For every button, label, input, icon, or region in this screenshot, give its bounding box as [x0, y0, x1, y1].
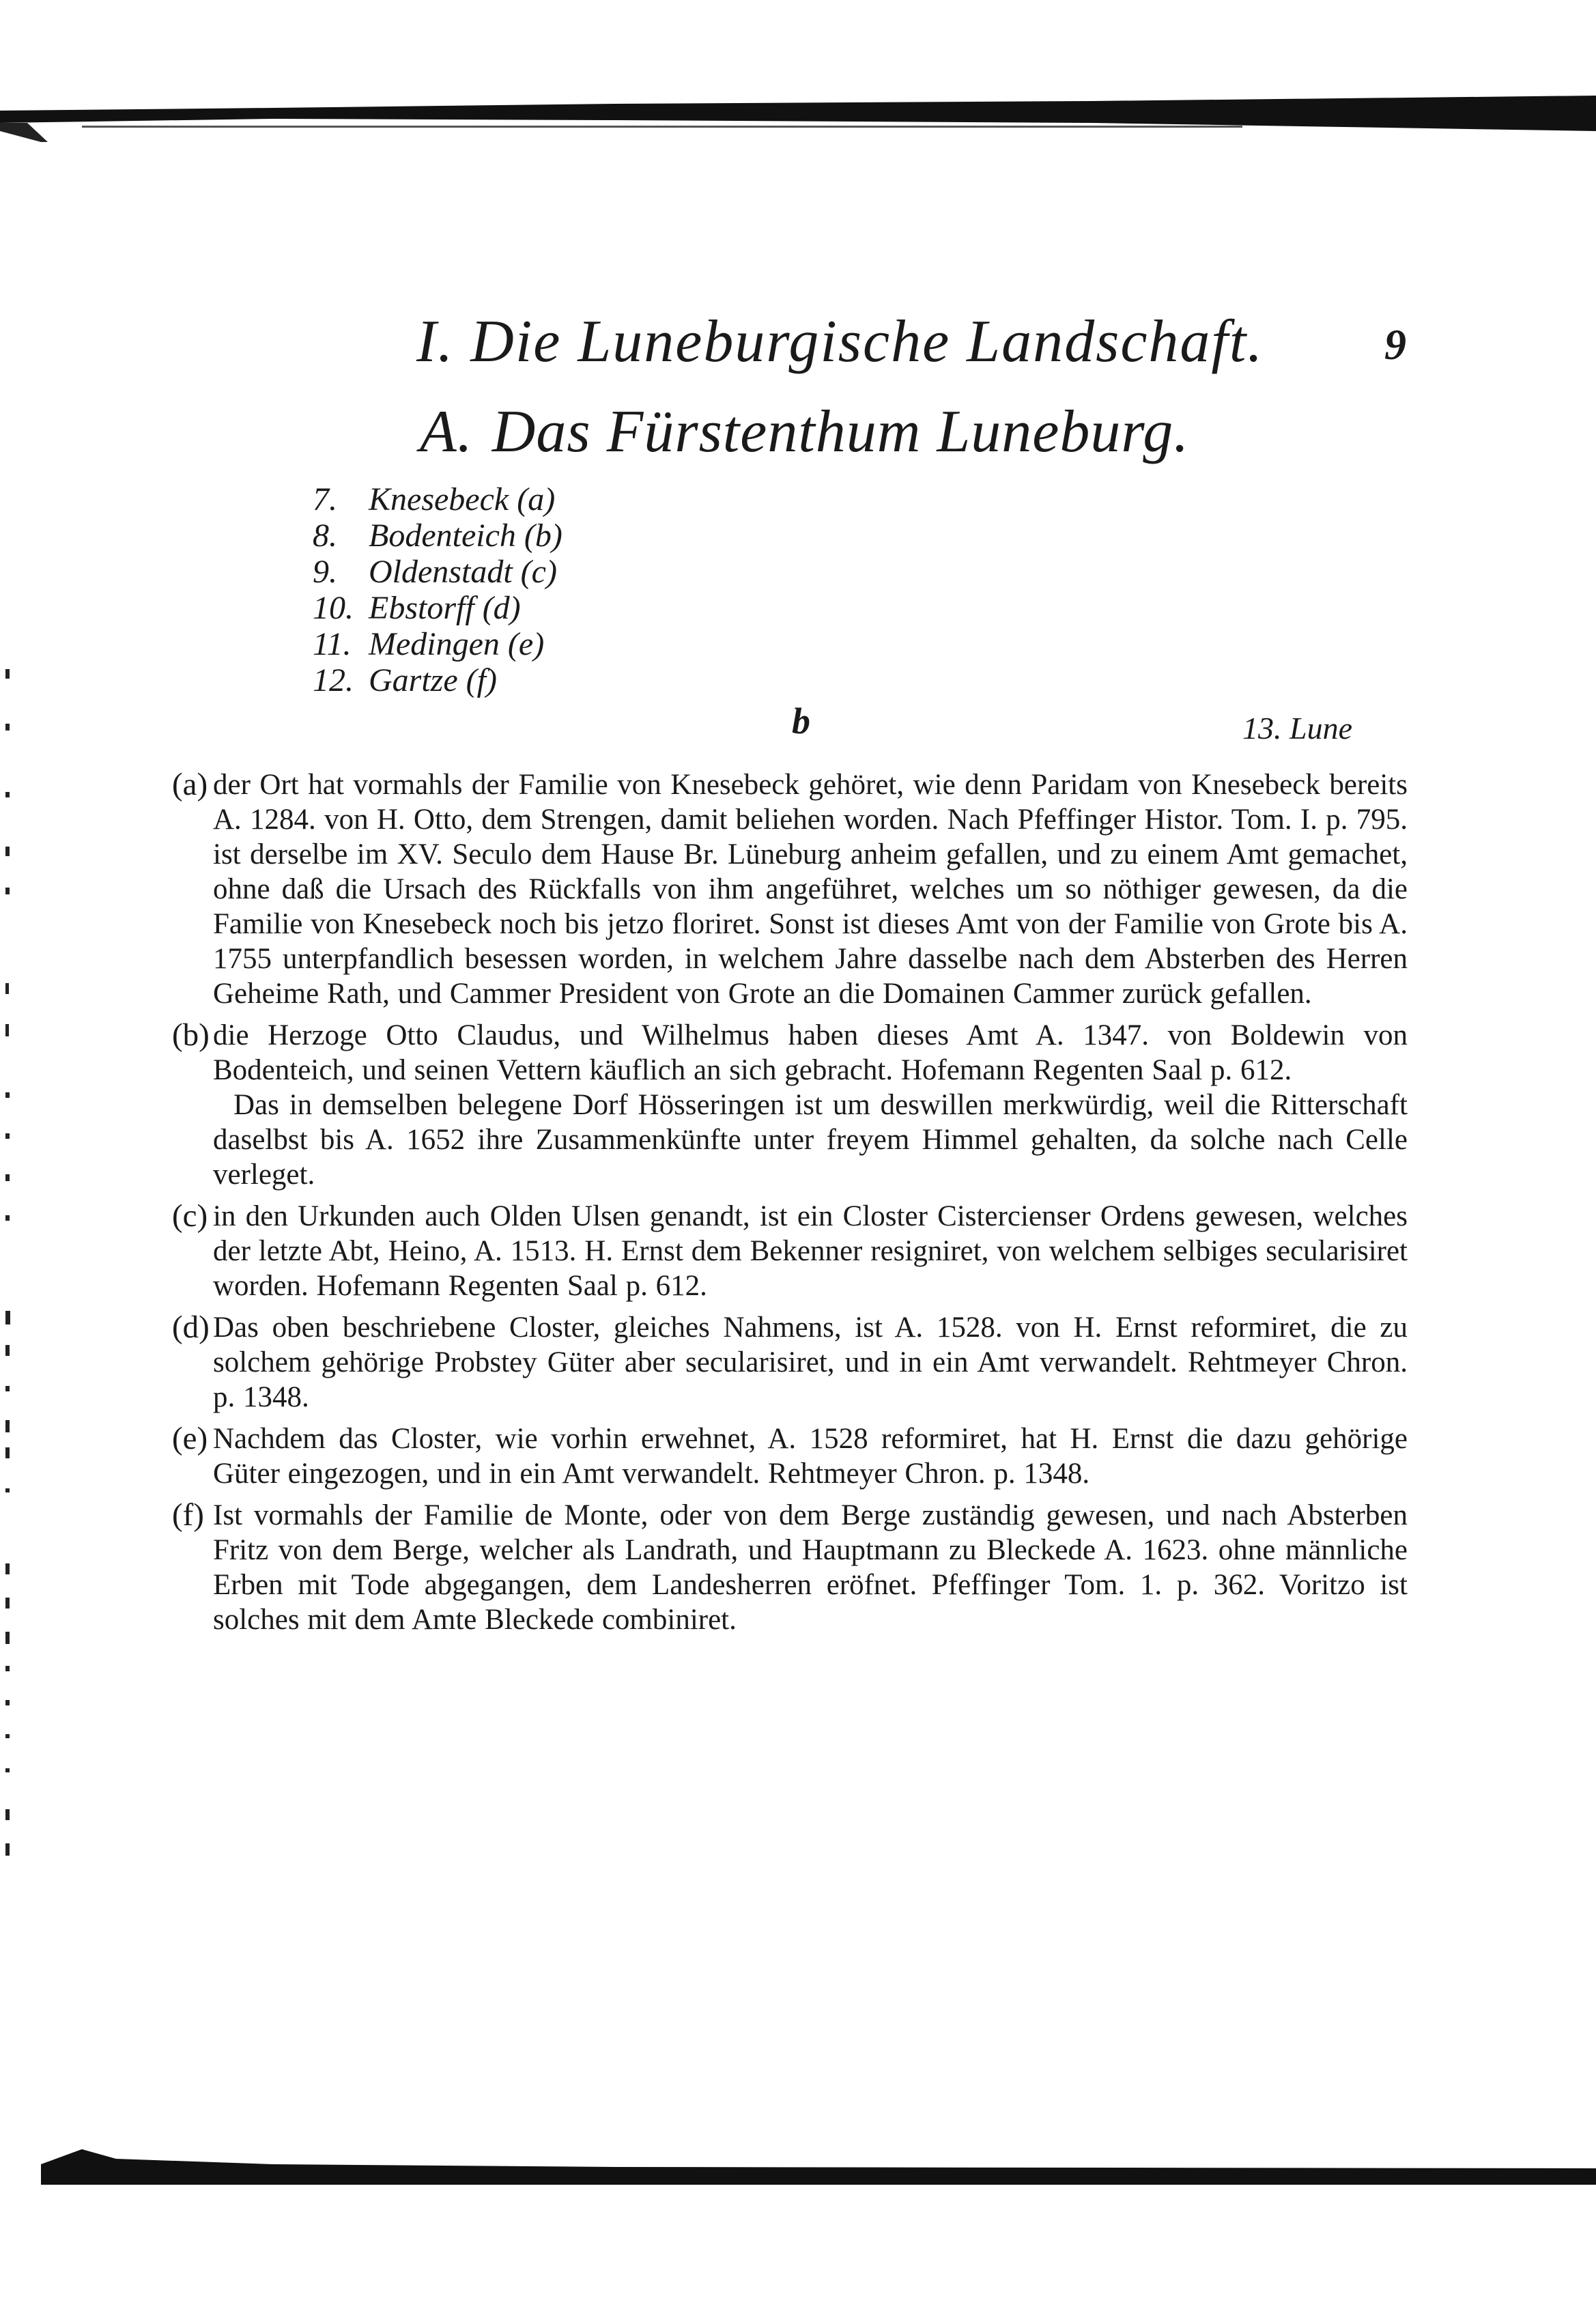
section-letter: A. — [420, 399, 473, 465]
footnote-mark: (b) — [172, 1017, 210, 1053]
list-item — [313, 554, 562, 590]
footnote-mark: (a) — [172, 767, 208, 802]
item-number: 10. — [313, 590, 354, 626]
item-number: 7. — [313, 481, 337, 518]
footnote-text: der Ort hat vormahls der Familie von Knesebeck gehöret, wie denn Paridam von Knesebeck bereits A. 1284. von H. Otto, dem Strengen, damit beliehen worden. Nach Pfeffinger Histor. Tom. I. p. 795. ist derselbe im XV. Seculo dem Hause Br. Lüneburg anheim gefallen, und zu einem Amt gemachet, ohne daß die Ursach des Rückfalls von ihm angeführet, welches um so nöthiger gewesen, da die Familie von Knesebeck noch bis jetzo floriret. Sonst ist dieses Amt von der Familie von Grote bis A. 1755 unterpfandlich besessen worden, in welchem Jahre dasselbe nach dem Absterben des Herren Geheime Rath, und Cammer President von Grote an die Domainen Cammer zurück gefallen. — [213, 769, 1408, 1010]
footnote-b — [172, 1018, 1408, 1192]
item-number: 12. — [313, 662, 354, 698]
item-number: 8. — [313, 518, 337, 554]
item-number: 9. — [313, 554, 337, 590]
item-name: Gartze (f) — [369, 662, 497, 698]
footnote-text: die Herzoge Otto Claudus, und Wilhelmus haben dieses Amt A. 1347. von Boldewin von Bodenteich, und seinen Vettern käuflich an sich gebracht. Hofemann Regenten Saal p. 612. — [213, 1019, 1408, 1086]
section-heading — [420, 397, 1189, 466]
list-item — [313, 481, 562, 518]
footnote-mark: (e) — [172, 1421, 208, 1456]
item-name: Bodenteich (b) — [369, 518, 562, 554]
footnote-f — [172, 1498, 1408, 1637]
item-number: 11. — [313, 626, 352, 662]
catchword: 13. Lune — [1242, 711, 1352, 746]
footnotes — [172, 767, 1408, 1644]
scan-edge-top — [0, 96, 1596, 142]
item-name: Oldenstadt (c) — [369, 554, 557, 590]
item-name: Knesebeck (a) — [369, 481, 556, 518]
item-name: Ebstorff (d) — [369, 590, 521, 626]
signature-mark: b — [792, 700, 810, 741]
footnote-text: in den Urkunden auch Olden Ulsen genandt, ist ein Closter Cistercienser Ordens gewesen, welches der letzte Abt, Heino, A. 1513. H. Ernst dem Bekenner resigniret, von welchem selbiges secularisiret worden. Hofemann Regenten Saal p. 612. — [213, 1200, 1408, 1302]
list-item — [313, 518, 562, 554]
footnote-c — [172, 1199, 1408, 1303]
footnote-text: Das in demselben belegene Dorf Hösseringen ist um deswillen merkwürdig, weil die Ritterschaft daselbst bis A. 1652 ihre Zusammenkünfte unter freyem Himmel gehalten, da solche nach Celle verleget. — [213, 1089, 1408, 1191]
footnote-text: Das oben beschriebene Closter, gleiches Nahmens, ist A. 1528. von H. Ernst reformiret, die zu solchem gehörige Probstey Güter aber secularisiret, und in ein Amt verwandelt. Rehtmeyer Chron. p. 1348. — [213, 1312, 1408, 1413]
list-item — [313, 590, 562, 626]
section-title: Das Fürstenthum Luneburg. — [491, 399, 1190, 465]
footnote-a — [172, 767, 1408, 1011]
footnote-text: Nachdem das Closter, wie vorhin erwehnet, A. 1528 reformiret, hat H. Ernst die dazu gehörige Güter eingezogen, und in ein Amt verwandelt. Rehtmeyer Chron. p. 1348. — [213, 1423, 1408, 1490]
running-header: I. Die Luneburgische Landschaft. — [416, 309, 1264, 375]
margin-specks — [0, 655, 20, 1898]
list-item — [313, 662, 562, 698]
footnote-mark: (c) — [172, 1198, 208, 1234]
footnote-mark: (d) — [172, 1309, 210, 1345]
item-name: Medingen (e) — [369, 626, 545, 662]
page-number: 9 — [1384, 320, 1406, 369]
scan-edge-bottom — [0, 2144, 1596, 2185]
numbered-place-list — [313, 481, 562, 698]
footnote-e — [172, 1421, 1408, 1491]
footnote-d — [172, 1310, 1408, 1415]
list-item — [313, 626, 562, 662]
footnote-text: Ist vormahls der Familie de Monte, oder von dem Berge zuständig gewesen, und nach Absterben Fritz von dem Berge, welcher als Landrath, und Hauptmann zu Bleckede A. 1623. ohne männliche Erben mit Tode abgegangen, dem Landesherren eröfnet. Pfeffinger Tom. 1. p. 362. Voritzo ist solches mit dem Amte Bleckede combiniret. — [213, 1499, 1408, 1636]
footnote-mark: (f) — [172, 1497, 204, 1533]
